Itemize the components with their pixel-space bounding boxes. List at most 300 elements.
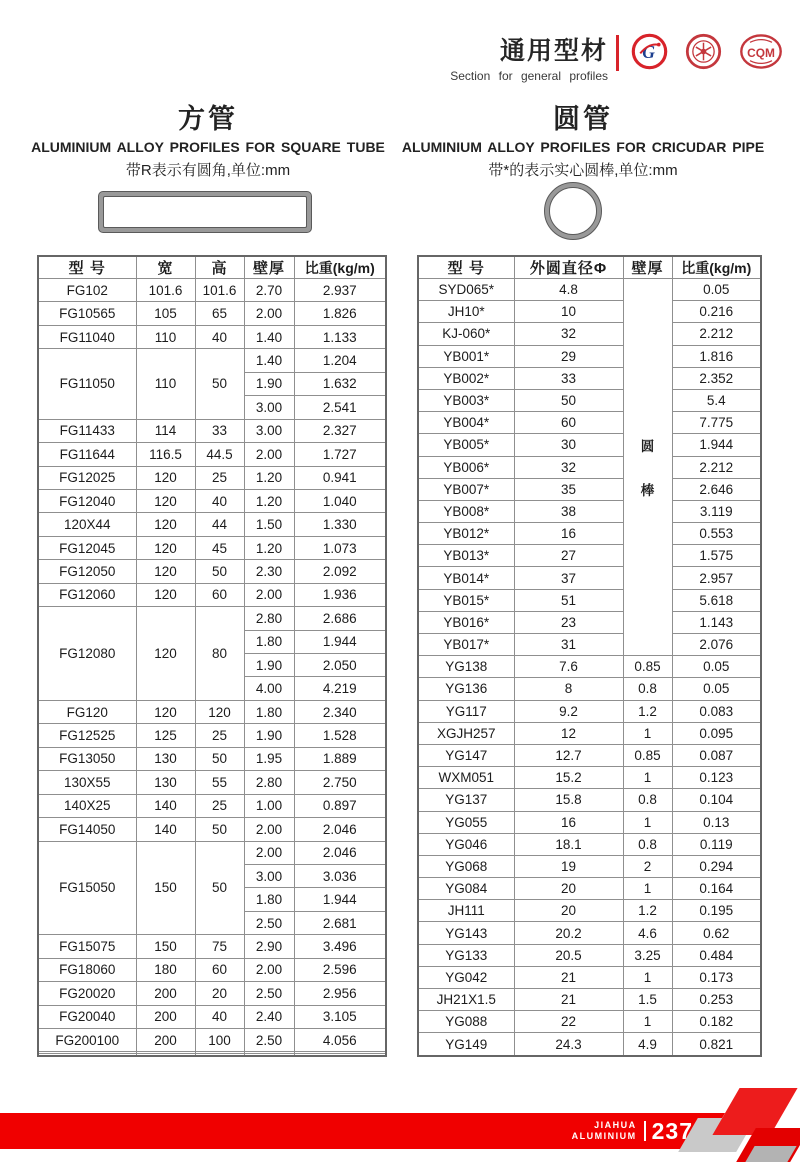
table-cell: 0.85 bbox=[623, 744, 672, 766]
round-pipe-title-zh: 圆管 bbox=[553, 104, 613, 134]
table-cell: 33 bbox=[514, 367, 623, 389]
table-row bbox=[38, 279, 386, 302]
table-row bbox=[38, 536, 386, 559]
model-cell: YG117 bbox=[418, 700, 514, 722]
table-cell: 7.775 bbox=[672, 412, 761, 434]
table-cell: 150 bbox=[136, 935, 195, 958]
table-cell: 1.040 bbox=[294, 489, 386, 512]
table-row bbox=[418, 966, 761, 988]
table-row bbox=[418, 611, 761, 633]
table-cell: 38 bbox=[514, 500, 623, 522]
footer-brand bbox=[572, 1113, 693, 1149]
table-cell: 1.143 bbox=[672, 611, 761, 633]
table-cell: 2.212 bbox=[672, 456, 761, 478]
model-cell: JH10* bbox=[418, 301, 514, 323]
table-cell: 0.13 bbox=[672, 811, 761, 833]
model-cell: YG068 bbox=[418, 855, 514, 877]
table-cell: 32 bbox=[514, 323, 623, 345]
model-cell: FG12080 bbox=[38, 607, 136, 701]
table-row bbox=[38, 466, 386, 489]
table-cell: 20 bbox=[514, 878, 623, 900]
table-cell: 15.8 bbox=[514, 789, 623, 811]
table-cell: 1.2 bbox=[623, 700, 672, 722]
model-cell: YB003* bbox=[418, 389, 514, 411]
model-cell: YB004* bbox=[418, 412, 514, 434]
table-cell: 1.20 bbox=[244, 466, 294, 489]
table-cell: 1.2 bbox=[623, 900, 672, 922]
table-row bbox=[418, 656, 761, 678]
footer-brand-line1: JIAHUA bbox=[594, 1120, 637, 1131]
table-cell: 1.40 bbox=[244, 349, 294, 372]
table-row bbox=[418, 1011, 761, 1033]
table-cell: 1.816 bbox=[672, 345, 761, 367]
table-cell: 101.6 bbox=[136, 279, 195, 302]
table-cell: 1.20 bbox=[244, 536, 294, 559]
table-cell: 1.944 bbox=[672, 434, 761, 456]
table-cell: 0.119 bbox=[672, 833, 761, 855]
table-cell: 3.00 bbox=[244, 864, 294, 887]
model-cell: YB016* bbox=[418, 611, 514, 633]
table-cell: 2.327 bbox=[294, 419, 386, 442]
table-row bbox=[38, 794, 386, 817]
table-cell: 0.095 bbox=[672, 722, 761, 744]
table-cell: 140 bbox=[136, 794, 195, 817]
table-cell: 1 bbox=[623, 1011, 672, 1033]
header-title-zh: 通用型材 bbox=[499, 37, 608, 65]
table-cell: 3.105 bbox=[294, 1005, 386, 1028]
table-cell: 1.936 bbox=[294, 583, 386, 606]
table-cell: 1.80 bbox=[244, 630, 294, 653]
table-cell: 120 bbox=[136, 583, 195, 606]
table-cell: 45 bbox=[195, 536, 244, 559]
table-row bbox=[418, 567, 761, 589]
table-cell: 2 bbox=[623, 855, 672, 877]
table-cell: 2.046 bbox=[294, 841, 386, 864]
table-row bbox=[418, 545, 761, 567]
table-cell: 1.80 bbox=[244, 888, 294, 911]
table-row bbox=[418, 855, 761, 877]
table-cell: 1.20 bbox=[244, 489, 294, 512]
table-row bbox=[418, 744, 761, 766]
table-cell: 21 bbox=[514, 989, 623, 1011]
table-cell: 120 bbox=[136, 607, 195, 701]
footer-divider-bar bbox=[644, 1121, 646, 1141]
table-cell: 1.90 bbox=[244, 372, 294, 395]
model-cell: YB015* bbox=[418, 589, 514, 611]
table-cell: 0.484 bbox=[672, 944, 761, 966]
table-row bbox=[418, 523, 761, 545]
table-cell: 0.104 bbox=[672, 789, 761, 811]
model-cell: FG18060 bbox=[38, 958, 136, 981]
model-cell: WXM051 bbox=[418, 767, 514, 789]
model-cell: FG15075 bbox=[38, 935, 136, 958]
table-cell: 125 bbox=[136, 724, 195, 747]
column-header: 型 号 bbox=[418, 256, 514, 279]
table-row bbox=[418, 811, 761, 833]
table-cell: 50 bbox=[195, 349, 244, 419]
square-tube-note: 带R表示有圆角,单位:mm bbox=[125, 162, 291, 179]
round-pipe-figure bbox=[544, 182, 602, 240]
table-cell: 1.632 bbox=[294, 372, 386, 395]
model-cell: YB005* bbox=[418, 434, 514, 456]
header-red-divider bbox=[616, 35, 619, 71]
model-cell: FG11433 bbox=[38, 419, 136, 442]
model-cell: FG12060 bbox=[38, 583, 136, 606]
table-cell: 1.826 bbox=[294, 302, 386, 325]
table-row bbox=[418, 478, 761, 500]
table-cell: 0.05 bbox=[672, 678, 761, 700]
table-cell: 2.00 bbox=[244, 841, 294, 864]
column-header: 高 bbox=[195, 256, 244, 279]
model-cell: FG200100 bbox=[38, 1029, 136, 1052]
table-cell: 1.944 bbox=[294, 888, 386, 911]
table-cell: 2.956 bbox=[294, 982, 386, 1005]
table-cell: 40 bbox=[195, 1005, 244, 1028]
model-cell: YG046 bbox=[418, 833, 514, 855]
table-cell: 1.575 bbox=[672, 545, 761, 567]
model-cell: YB008* bbox=[418, 500, 514, 522]
table-cell: 16 bbox=[514, 811, 623, 833]
table-cell: 0.182 bbox=[672, 1011, 761, 1033]
table-cell: 0.164 bbox=[672, 878, 761, 900]
table-cell: 120 bbox=[136, 466, 195, 489]
table-cell: 5.4 bbox=[672, 389, 761, 411]
table-row bbox=[38, 443, 386, 466]
table-row bbox=[38, 1005, 386, 1028]
table-cell: 5.618 bbox=[672, 589, 761, 611]
model-cell: YG084 bbox=[418, 878, 514, 900]
table-cell: 0.8 bbox=[623, 678, 672, 700]
square-tube-figure-bore bbox=[103, 196, 307, 228]
table-cell: 1.073 bbox=[294, 536, 386, 559]
table-cell: 75 bbox=[195, 935, 244, 958]
round-pipe-section-title bbox=[400, 97, 766, 180]
table-cell: 7.6 bbox=[514, 656, 623, 678]
table-cell: 110 bbox=[136, 325, 195, 348]
table-cell: 120 bbox=[136, 513, 195, 536]
table-cell: 1.727 bbox=[294, 443, 386, 466]
table-cell: 2.937 bbox=[294, 279, 386, 302]
table-cell: 1.90 bbox=[244, 654, 294, 677]
table-row bbox=[418, 412, 761, 434]
table-header-row bbox=[418, 256, 761, 279]
table-row bbox=[38, 583, 386, 606]
table-cell: 1.80 bbox=[244, 700, 294, 723]
table-cell: 25 bbox=[195, 724, 244, 747]
table-cell: 51 bbox=[514, 589, 623, 611]
table-cell: 0.253 bbox=[672, 989, 761, 1011]
table-cell: 2.30 bbox=[244, 560, 294, 583]
table-cell: 37 bbox=[514, 567, 623, 589]
table-row bbox=[38, 747, 386, 770]
model-cell: FG14050 bbox=[38, 818, 136, 841]
table-cell: 2.212 bbox=[672, 323, 761, 345]
table-cell: 4.00 bbox=[244, 677, 294, 700]
table-cell: 3.119 bbox=[672, 500, 761, 522]
table-cell: 2.541 bbox=[294, 396, 386, 419]
table-cell: 23 bbox=[514, 611, 623, 633]
model-cell: FG102 bbox=[38, 279, 136, 302]
table-cell: 60 bbox=[514, 412, 623, 434]
table-cell: 2.340 bbox=[294, 700, 386, 723]
model-cell: XGJH257 bbox=[418, 722, 514, 744]
table-cell: 10 bbox=[514, 301, 623, 323]
column-header: 比重(kg/m) bbox=[672, 256, 761, 279]
table-cell: 27 bbox=[514, 545, 623, 567]
table-cell: 25 bbox=[195, 466, 244, 489]
table-cell: 40 bbox=[195, 325, 244, 348]
table-cell: 12.7 bbox=[514, 744, 623, 766]
table-cell: 0.294 bbox=[672, 855, 761, 877]
table-row bbox=[418, 789, 761, 811]
table-cell: 1.528 bbox=[294, 724, 386, 747]
model-cell: FG15050 bbox=[38, 841, 136, 935]
table-cell: 0.123 bbox=[672, 767, 761, 789]
model-cell: YB006* bbox=[418, 456, 514, 478]
table-cell: 3.496 bbox=[294, 935, 386, 958]
table-row bbox=[418, 878, 761, 900]
table-cell: 2.80 bbox=[244, 607, 294, 630]
table-cell: 2.646 bbox=[672, 478, 761, 500]
table-row bbox=[38, 958, 386, 981]
table-cell: 130 bbox=[136, 747, 195, 770]
table-cell: 2.50 bbox=[244, 982, 294, 1005]
table-cell: 120 bbox=[136, 489, 195, 512]
table-cell: 20 bbox=[514, 900, 623, 922]
table-cell: 1.5 bbox=[623, 989, 672, 1011]
table-cell: 33 bbox=[195, 419, 244, 442]
model-cell: YG149 bbox=[418, 1033, 514, 1056]
model-cell: FG12525 bbox=[38, 724, 136, 747]
gb-certification-icon bbox=[631, 33, 668, 70]
square-tube-title-zh: 方管 bbox=[178, 104, 238, 134]
model-cell: FG11644 bbox=[38, 443, 136, 466]
table-cell: 2.046 bbox=[294, 818, 386, 841]
table-row bbox=[38, 1053, 386, 1056]
table-row bbox=[38, 302, 386, 325]
table-cell: 2.092 bbox=[294, 560, 386, 583]
model-cell: FG13050 bbox=[38, 747, 136, 770]
table-row bbox=[38, 771, 386, 794]
table-cell bbox=[294, 1053, 386, 1056]
table-cell: 1 bbox=[623, 966, 672, 988]
table-row bbox=[38, 935, 386, 958]
table-row bbox=[38, 607, 386, 630]
column-header: 比重(kg/m) bbox=[294, 256, 386, 279]
solid-rod-label: 棒 bbox=[640, 483, 655, 499]
table-cell: 1.330 bbox=[294, 513, 386, 536]
table-cell: 0.62 bbox=[672, 922, 761, 944]
model-cell: FG20020 bbox=[38, 982, 136, 1005]
table-cell bbox=[244, 1053, 294, 1056]
table-cell: 0.173 bbox=[672, 966, 761, 988]
table-cell: 0.083 bbox=[672, 700, 761, 722]
table-cell: 114 bbox=[136, 419, 195, 442]
model-cell: FG12040 bbox=[38, 489, 136, 512]
model-cell: YB002* bbox=[418, 367, 514, 389]
table-row bbox=[418, 456, 761, 478]
table-cell: 29 bbox=[514, 345, 623, 367]
table-row bbox=[38, 1029, 386, 1052]
table-cell: 0.8 bbox=[623, 833, 672, 855]
round-pipe-note: 带*的表示实心圆棒,单位:mm bbox=[488, 162, 678, 179]
square-tube-figure bbox=[98, 191, 312, 233]
table-cell: 2.80 bbox=[244, 771, 294, 794]
table-cell: 22 bbox=[514, 1011, 623, 1033]
table-cell: 2.00 bbox=[244, 583, 294, 606]
table-cell: 50 bbox=[195, 841, 244, 935]
table-cell: 1.204 bbox=[294, 349, 386, 372]
footer-brand-line2: ALUMINIUM bbox=[571, 1131, 637, 1141]
table-cell: 1 bbox=[623, 722, 672, 744]
certification-logos bbox=[631, 33, 783, 70]
model-cell: FG12025 bbox=[38, 466, 136, 489]
table-row bbox=[418, 944, 761, 966]
table-cell: 200 bbox=[136, 982, 195, 1005]
table-cell: 1.95 bbox=[244, 747, 294, 770]
quality-seal-icon bbox=[685, 33, 722, 70]
table-row bbox=[38, 841, 386, 864]
table-cell: 2.50 bbox=[244, 1029, 294, 1052]
table-row bbox=[418, 722, 761, 744]
table-cell: 0.216 bbox=[672, 301, 761, 323]
table-cell: 1.40 bbox=[244, 325, 294, 348]
table-cell: 0.821 bbox=[672, 1033, 761, 1056]
square-tube-title-en: ALUMINIUM ALLOY PROFILES FOR SQUARE TUBE bbox=[31, 139, 385, 155]
table-cell: 0.8 bbox=[623, 789, 672, 811]
table-cell: 40 bbox=[195, 489, 244, 512]
table-cell: 2.90 bbox=[244, 935, 294, 958]
table-row bbox=[418, 345, 761, 367]
model-cell: YG138 bbox=[418, 656, 514, 678]
table-cell: 0.553 bbox=[672, 523, 761, 545]
table-row bbox=[418, 279, 761, 301]
table-cell: 120 bbox=[136, 700, 195, 723]
round-pipe-figure-bore bbox=[549, 187, 597, 235]
table-row bbox=[418, 989, 761, 1011]
table-row bbox=[38, 419, 386, 442]
model-cell: FG12045 bbox=[38, 536, 136, 559]
table-cell: 0.941 bbox=[294, 466, 386, 489]
column-header: 壁厚 bbox=[623, 256, 672, 279]
table-cell: 130 bbox=[136, 771, 195, 794]
table-cell: 2.957 bbox=[672, 567, 761, 589]
table-row bbox=[418, 634, 761, 656]
table-cell: 31 bbox=[514, 634, 623, 656]
table-header-row bbox=[38, 256, 386, 279]
table-cell: 110 bbox=[136, 349, 195, 419]
model-cell: YG143 bbox=[418, 922, 514, 944]
table-cell: 2.686 bbox=[294, 607, 386, 630]
square-tube-table bbox=[37, 255, 387, 1057]
column-header: 外圆直径Φ bbox=[514, 256, 623, 279]
solid-rod-label: 圆 bbox=[640, 439, 655, 455]
round-pipe-table bbox=[417, 255, 762, 1057]
table-cell: 0.195 bbox=[672, 900, 761, 922]
model-cell: FG11040 bbox=[38, 325, 136, 348]
table-cell: 30 bbox=[514, 434, 623, 456]
table-cell: 16 bbox=[514, 523, 623, 545]
model-cell: YB012* bbox=[418, 523, 514, 545]
table-cell: 3.00 bbox=[244, 419, 294, 442]
table-row bbox=[418, 1033, 761, 1056]
table-cell: 24.3 bbox=[514, 1033, 623, 1056]
model-cell: YB013* bbox=[418, 545, 514, 567]
table-cell: 120 bbox=[136, 560, 195, 583]
table-cell: 105 bbox=[136, 302, 195, 325]
model-cell: FG20040 bbox=[38, 1005, 136, 1028]
table-cell: 2.50 bbox=[244, 911, 294, 934]
table-cell: 19 bbox=[514, 855, 623, 877]
round-pipe-title-en: ALUMINIUM ALLOY PROFILES FOR CRICUDAR PIPE bbox=[401, 139, 765, 155]
table-cell bbox=[136, 1053, 195, 1056]
model-cell: 140X25 bbox=[38, 794, 136, 817]
model-cell: YG136 bbox=[418, 678, 514, 700]
table-cell: 2.750 bbox=[294, 771, 386, 794]
table-cell: 15.2 bbox=[514, 767, 623, 789]
model-cell: YB017* bbox=[418, 634, 514, 656]
table-cell: 1.133 bbox=[294, 325, 386, 348]
table-row bbox=[418, 922, 761, 944]
footer-brand-name bbox=[572, 1120, 637, 1142]
model-cell: YB001* bbox=[418, 345, 514, 367]
table-cell: 1 bbox=[623, 767, 672, 789]
model-cell: JH21X1.5 bbox=[418, 989, 514, 1011]
model-cell: YG088 bbox=[418, 1011, 514, 1033]
model-cell: YB007* bbox=[418, 478, 514, 500]
table-cell: 0.087 bbox=[672, 744, 761, 766]
model-cell: 130X55 bbox=[38, 771, 136, 794]
table-cell: 3.00 bbox=[244, 396, 294, 419]
table-cell: 4.219 bbox=[294, 677, 386, 700]
table-cell: 140 bbox=[136, 818, 195, 841]
table-cell: 200 bbox=[136, 1029, 195, 1052]
model-cell: YG137 bbox=[418, 789, 514, 811]
table-cell: 35 bbox=[514, 478, 623, 500]
column-header: 壁厚 bbox=[244, 256, 294, 279]
model-cell: FG120 bbox=[38, 700, 136, 723]
table-row bbox=[418, 833, 761, 855]
table-cell: 3.036 bbox=[294, 864, 386, 887]
table-cell: 2.00 bbox=[244, 443, 294, 466]
table-cell: 20 bbox=[195, 982, 244, 1005]
table-cell: 50 bbox=[195, 818, 244, 841]
table-row bbox=[418, 323, 761, 345]
table-cell: 18.1 bbox=[514, 833, 623, 855]
table-row bbox=[418, 500, 761, 522]
table-cell: 1.944 bbox=[294, 630, 386, 653]
table-cell: 55 bbox=[195, 771, 244, 794]
table-cell: 50 bbox=[195, 747, 244, 770]
table-row bbox=[38, 700, 386, 723]
table-cell: 0.85 bbox=[623, 656, 672, 678]
table-cell bbox=[195, 1053, 244, 1056]
model-cell: YG042 bbox=[418, 966, 514, 988]
model-cell: KJ-060* bbox=[418, 323, 514, 345]
table-row bbox=[38, 489, 386, 512]
table-cell: 2.00 bbox=[244, 818, 294, 841]
table-row bbox=[418, 700, 761, 722]
model-cell: FG12050 bbox=[38, 560, 136, 583]
model-cell: YG055 bbox=[418, 811, 514, 833]
table-cell: 12 bbox=[514, 722, 623, 744]
table-row bbox=[38, 560, 386, 583]
table-cell: 1.90 bbox=[244, 724, 294, 747]
table-cell: 2.050 bbox=[294, 654, 386, 677]
table-cell: 2.681 bbox=[294, 911, 386, 934]
table-cell: 1 bbox=[623, 811, 672, 833]
table-cell: 60 bbox=[195, 958, 244, 981]
